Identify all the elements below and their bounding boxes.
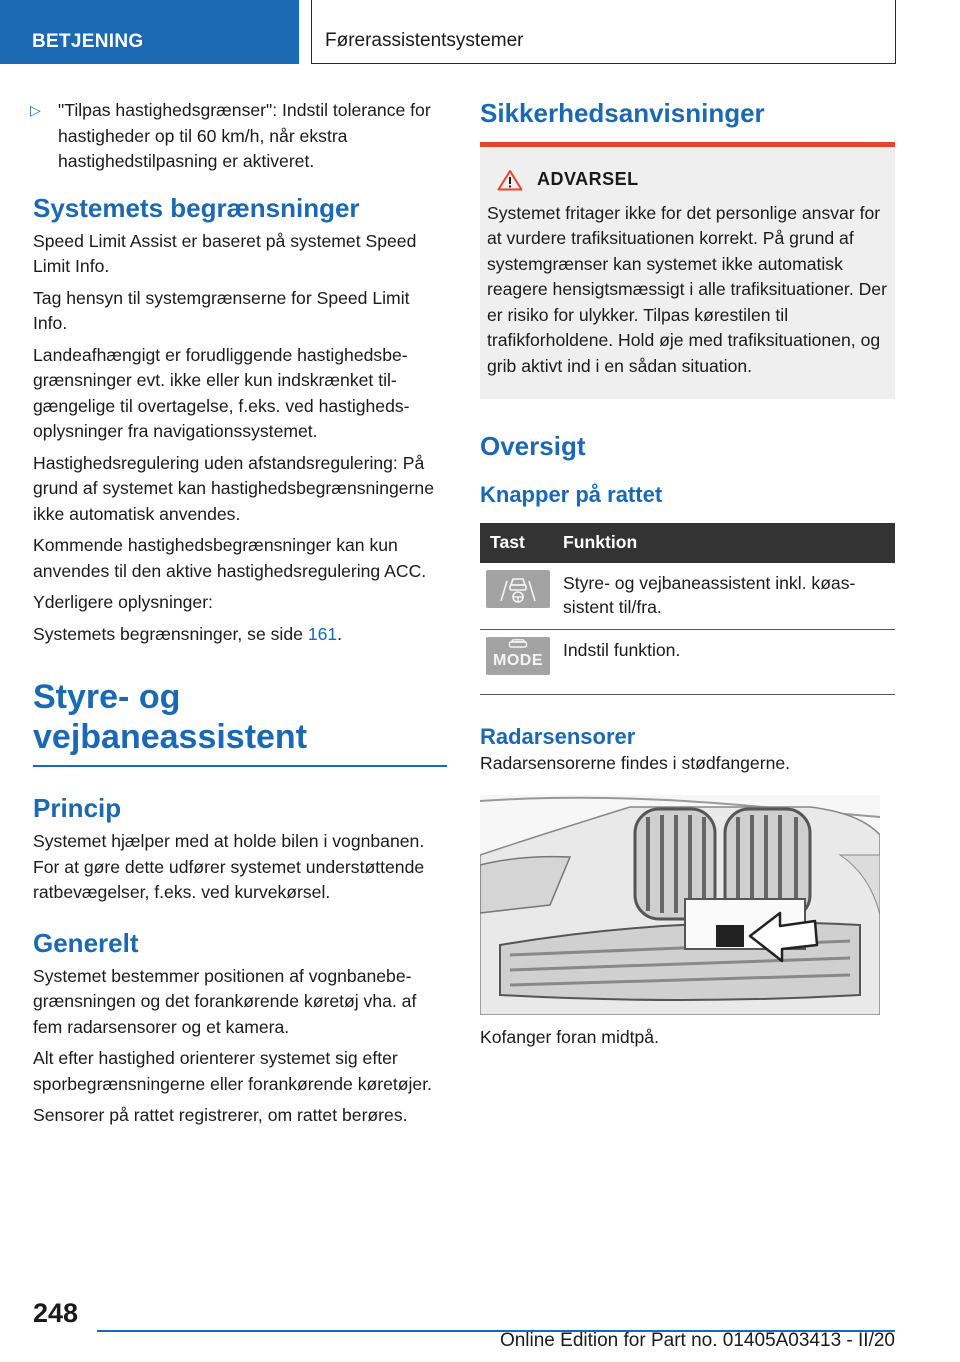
princip-paragraph: Systemet hjælper med at holde bilen i vognbanen. For at gøre dette udfører systemet understøttende ratbevægelser, f.eks. ved kurvekørsel.: [33, 831, 425, 902]
table-row: [480, 563, 895, 630]
mode-label: MODE: [493, 652, 543, 669]
radar-paragraph: Radarsensorerne findes i stødfangerne.: [480, 753, 791, 773]
generelt-paragraph: Alt efter hastighed orienterer systemet sig efter sporbegrænsningerne eller forankørende køretøjer.: [33, 1048, 432, 1094]
warning-triangle-icon: [497, 169, 523, 191]
limits-paragraph: Speed Limit Assist er baseret på systemet Speed Limit Info.: [33, 230, 417, 276]
oversigt-heading: Oversigt: [480, 431, 586, 461]
mode-button-icon: [486, 637, 550, 675]
photo-caption: Kofanger foran midtpå.: [480, 1026, 659, 1047]
function-cell: Indstil funktion.: [555, 630, 895, 695]
column-header-function: Funktion: [555, 523, 895, 563]
generelt-paragraph: Systemet bestemmer positionen af vognbanebegrænsningen og det forankørende køretøj vha. af fem radarsensorer og et kamera.: [33, 965, 417, 1037]
table-row: [480, 630, 895, 695]
knapper-heading: Knapper på rattet: [480, 482, 663, 507]
limits-heading: Systemets begrænsninger: [33, 192, 360, 223]
generelt-paragraph: Sensorer på rattet registrerer, om rattet berøres.: [33, 1105, 408, 1125]
left-column: [30, 98, 447, 1135]
column-header-key: Tast: [480, 523, 555, 563]
warning-title-row: [487, 167, 889, 193]
table-header-row: [480, 523, 895, 563]
page-link[interactable]: 161: [307, 623, 338, 644]
radar-heading: Radarsensorer: [480, 724, 636, 749]
right-column: [480, 98, 895, 1056]
limits-paragraph: Tag hensyn til systemgrænserne for Speed Limit Info.: [33, 287, 410, 333]
front-bumper-photo: [480, 795, 880, 1015]
generelt-heading: Generelt: [33, 927, 139, 958]
chapter-title: Førerassistentsystemer: [325, 30, 524, 51]
function-cell: Styre- og vejbaneassistent inkl. køassistent til/fra.: [555, 563, 895, 630]
warning-box: [480, 147, 895, 399]
page-number: 248: [33, 1298, 79, 1328]
safety-heading: Sikkerhedsanvisninger: [480, 98, 765, 128]
buttons-table: [480, 523, 895, 695]
section-tab: [0, 0, 299, 64]
princip-heading: Princip: [33, 793, 122, 823]
warning-title: ADVARSEL: [537, 169, 639, 189]
triangle-bullet-icon: ▷: [30, 102, 41, 118]
edition-footer: Online Edition for Part no. 01405A03413 - II/20: [499, 1330, 895, 1351]
limits-reference: Systemets begrænsninger, se side 161.: [33, 623, 343, 644]
limits-paragraph: Landeafhængigt er forudliggende hastighedsbegrænsninger evt. ikke eller kun indskrænket tilgængelige til overtagelse, f.eks. ved hastighedsoplysninger fra navigationssystemet.: [33, 344, 410, 441]
limits-paragraph: Kommende hastighedsbegrænsninger kan kun anvendes til den aktive hastighedsregulering ACC.: [33, 535, 427, 581]
lane-assist-button-icon: [486, 570, 550, 608]
section-title: BETJENING: [32, 31, 144, 52]
bullet-text: "Tilpas hastighedsgrænser": Indstil tolerance for hastigheder op til 60 km/h, når ekstra hastighedstilpasning er aktiveret.: [58, 100, 431, 171]
bullet-item: [0, 98, 447, 175]
limits-paragraph: Hastighedsregulering uden afstandsregulering: På grund af systemet kan hastighedsbegrænsningerne ikke automatisk anvendes.: [33, 452, 434, 524]
chapter-tab: [311, 0, 896, 64]
warning-text: Systemet fritager ikke for det personlige ansvar for at vurdere trafiksituationen korrekt. På grund af systemgrænser kan systemet ikke automatisk reagere hensigtsmæssigt i alle trafiksituationer. Der er risiko for ulykker. Tilpas kørestilen til trafikforholdene. Hold øje med trafiksituationen, og grib aktivt ind i en sådan situation.: [487, 202, 887, 376]
limits-paragraph: Yderligere oplysninger:: [33, 592, 213, 612]
main-heading: Styre- og vejbaneassistent: [33, 677, 447, 767]
